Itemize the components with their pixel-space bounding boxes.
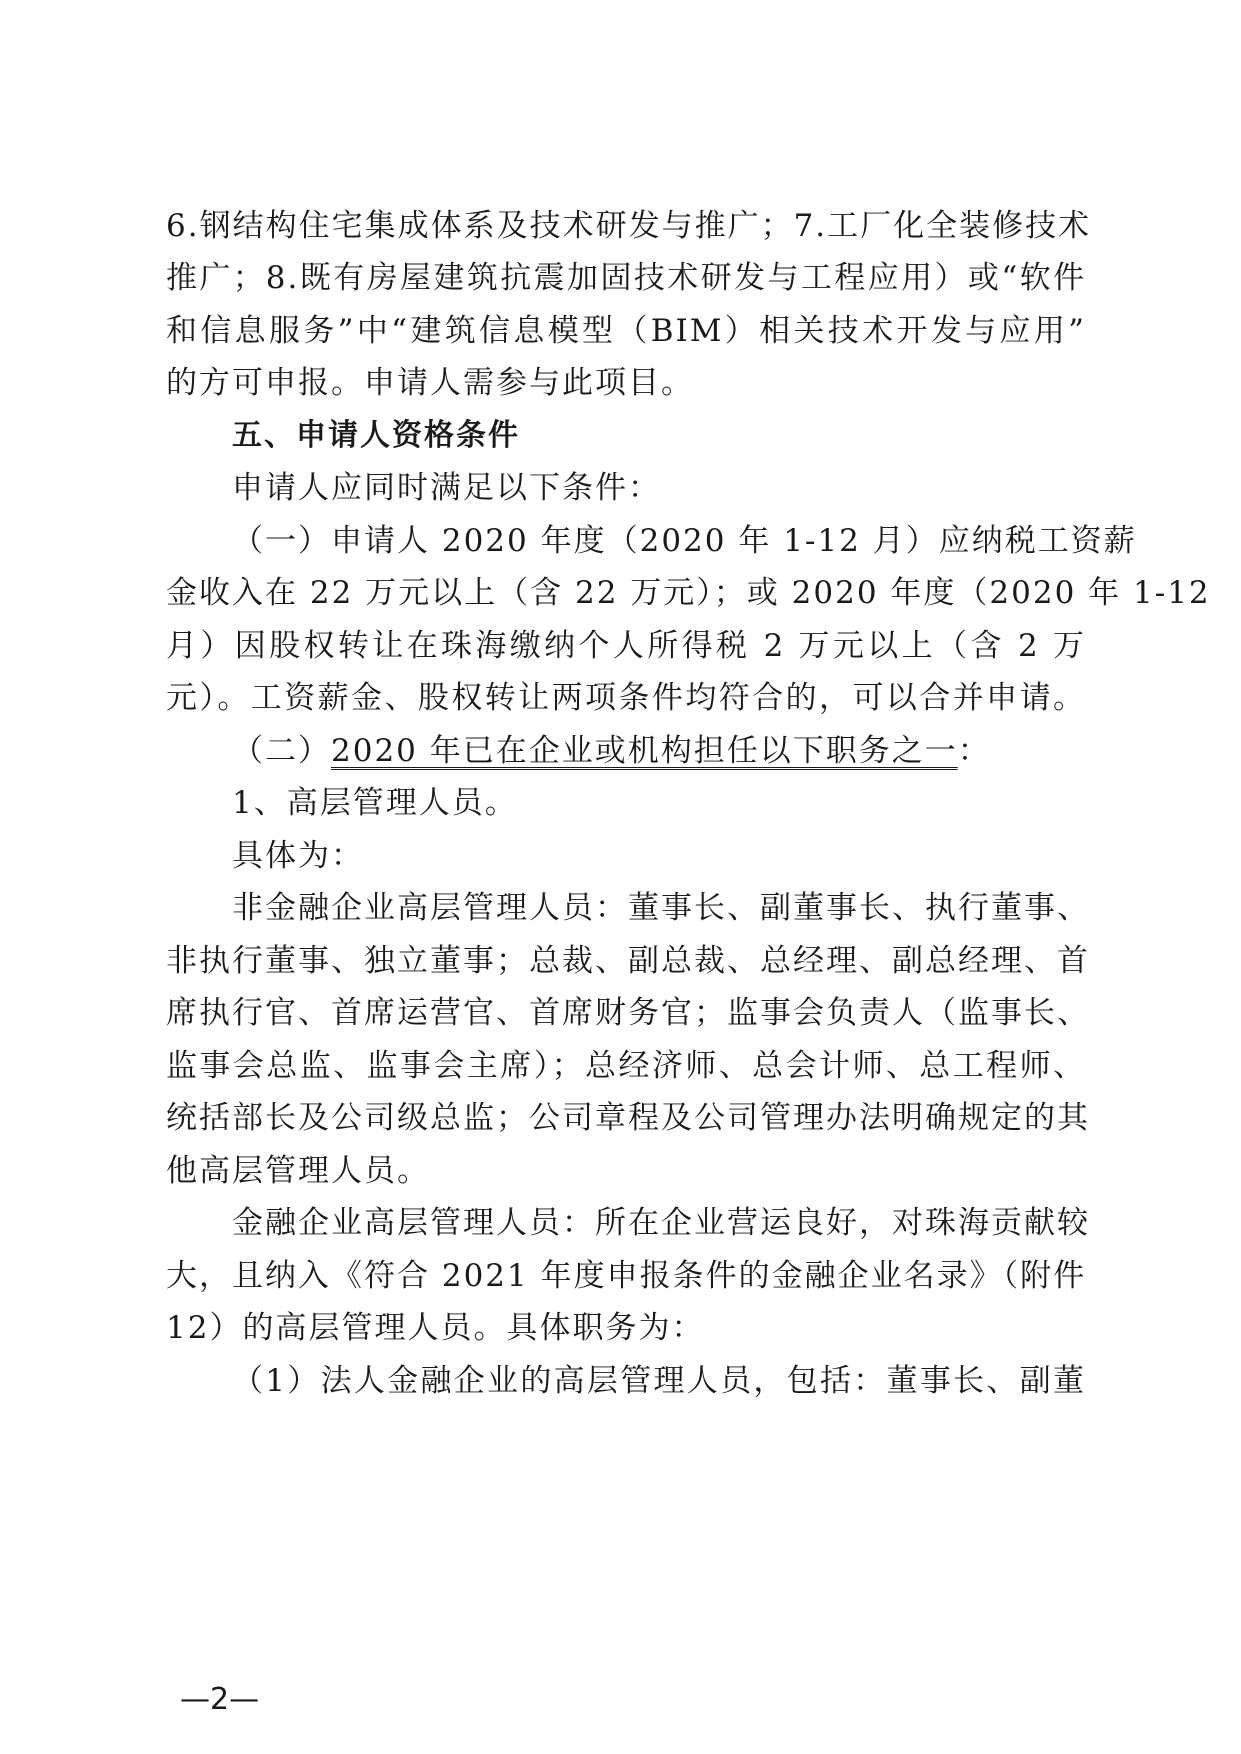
paragraph-line: 月）因股权转让在珠海缴纳个人所得税 2 万元以上（含 2 万 <box>166 628 1086 664</box>
condition-2-prefix: （二） <box>232 733 331 769</box>
paragraph-line: 具体为： <box>232 838 364 874</box>
paragraph-line-condition-2 <box>232 721 1086 781</box>
paragraph-line: 非执行董事、独立董事；总裁、副总裁、总经理、副总经理、首 <box>166 943 1090 979</box>
paragraph-line: 席执行官、首席运营官、首席财务官；监事会负责人（监事长、 <box>166 995 1090 1031</box>
page-number: —2— <box>180 1682 260 1717</box>
paragraph-line: 1、高层管理人员。 <box>232 785 518 821</box>
paragraph-line: 申请人应同时满足以下条件： <box>232 470 661 506</box>
section-heading: 五、申请人资格条件 <box>232 418 520 453</box>
paragraph-line: 金融企业高层管理人员：所在企业营运良好，对珠海贡献较 <box>232 1205 1090 1241</box>
paragraph-line: 大，且纳入《符合 2021 年度申报条件的金融企业名录》（附件 <box>166 1258 1087 1294</box>
paragraph-line: 他高层管理人员。 <box>166 1153 430 1189</box>
underlined-requirement: 2020 年已在企业或机构担任以下职务之一 <box>331 733 958 769</box>
paragraph-line: 6.钢结构住宅集成体系及技术研发与推广；7.工厂化全装修技术 <box>166 208 1092 244</box>
paragraph-line: 和信息服务”中“建筑信息模型（BIM）相关技术开发与应用” <box>166 313 1086 349</box>
paragraph-line: （一）申请人 2020 年度（2020 年 1-12 月）应纳税工资薪 <box>232 523 1137 559</box>
paragraph-line: 金收入在 22 万元以上（含 22 万元）；或 2020 年度（2020 年 1-12 <box>166 575 1211 611</box>
paragraph-line: 推广；8.既有房屋建筑抗震加固技术研发与工程应用）或“软件 <box>166 260 1086 296</box>
condition-2-suffix: ： <box>957 733 991 769</box>
paragraph-line: 监事会总监、监事会主席）；总经济师、总会计师、总工程师、 <box>166 1048 1086 1084</box>
paragraph-line: 非金融企业高层管理人员：董事长、副董事长、执行董事、 <box>232 890 1090 926</box>
paragraph-line: （1）法人金融企业的高层管理人员，包括：董事长、副董 <box>232 1363 1086 1399</box>
paragraph-line: 统括部长及公司级总监；公司章程及公司管理办法明确规定的其 <box>166 1100 1090 1136</box>
paragraph-line: 12）的高层管理人员。具体职务为： <box>166 1310 705 1346</box>
paragraph-line: 元）。工资薪金、股权转让两项条件均符合的，可以合并申请。 <box>166 680 1086 716</box>
paragraph-line: 的方可申报。申请人需参与此项目。 <box>166 365 694 401</box>
